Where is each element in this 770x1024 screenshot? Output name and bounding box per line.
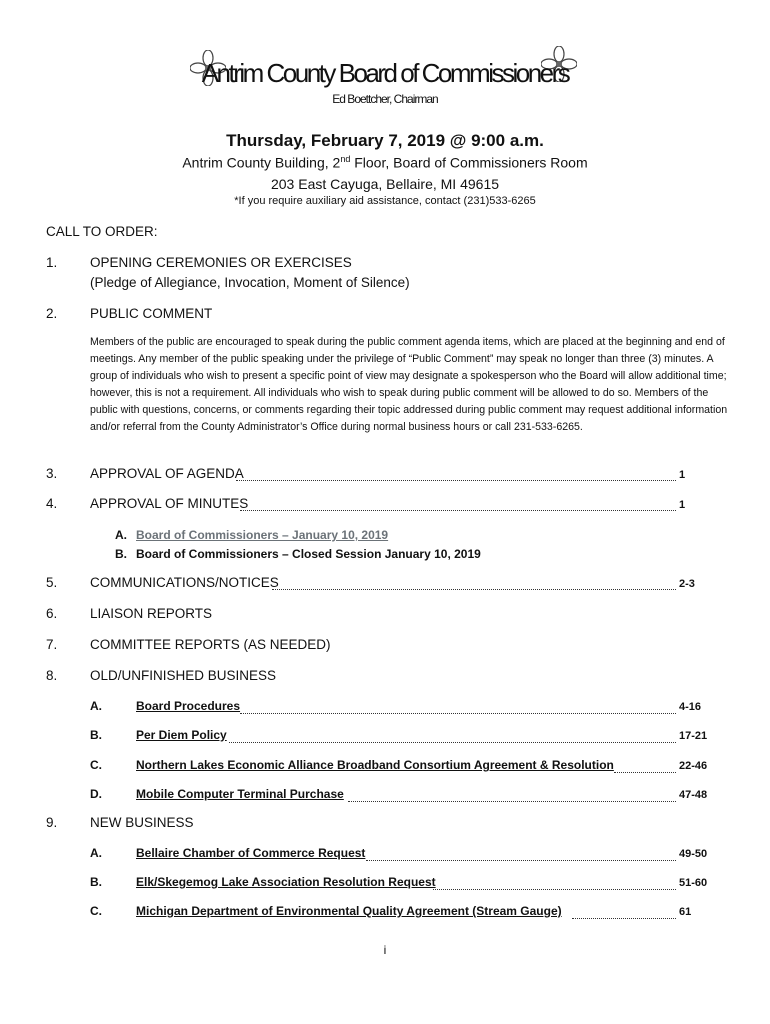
minutes-link-jan10[interactable]: Board of Commissioners – January 10, 2019	[136, 528, 389, 542]
item-label: APPROVAL OF MINUTES	[90, 496, 249, 511]
item-number: 8.	[46, 668, 58, 683]
item-number: 7.	[46, 637, 58, 652]
sub-item-label: Northern Lakes Economic Alliance Broadband Consortium Agreement & Resolution	[136, 758, 614, 772]
call-to-order: CALL TO ORDER:	[46, 224, 158, 239]
page-ref: 51-60	[679, 877, 708, 889]
item-label: APPROVAL OF AGENDA	[90, 466, 244, 481]
item-label: NEW BUSINESS	[90, 815, 194, 830]
sub-item-label: Michigan Department of Environmental Quality Agreement (Stream Gauge)	[136, 904, 562, 918]
dot-leader	[240, 713, 676, 714]
item-number: 6.	[46, 606, 58, 621]
page-ref: 1	[679, 499, 686, 511]
sub-item-label: Bellaire Chamber of Commerce Request	[136, 846, 366, 860]
sub-item-label: Mobile Computer Terminal Purchase	[136, 787, 344, 801]
meeting-address: 203 East Cayuga, Bellaire, MI 49615	[270, 176, 500, 192]
dot-leader	[366, 860, 676, 861]
item-number: 5.	[46, 575, 58, 590]
item-label: LIAISON REPORTS	[90, 606, 213, 621]
sub-item-letter: C.	[90, 904, 102, 918]
page-ref: 47-48	[679, 789, 708, 801]
item-subtext: (Pledge of Allegiance, Invocation, Moment of Silence)	[90, 275, 410, 290]
sub-item-letter: A.	[115, 528, 127, 542]
public-comment-paragraph: Members of the public are encouraged to speak during the public comment agenda items, which are placed at the beginning and end of meetings. Any member of the public speaking under the privilege of “Public Comment” may speak no longer than three (3) minutes. A group of individuals who wish to present a specific point of view may designate a spokesperson who the Board will allow additional time; however, this is not a requirement. All individuals who wish to speak during public comment will be allowed to do so. Members of the public with questions, concerns, or comments regarding their topic addressed during public comment may request additional information and/or referral from the County Administrator’s Office during normal business hours or call 231-533-6265.	[90, 336, 728, 434]
dot-leader	[572, 918, 676, 919]
page-ref: 4-16	[679, 701, 702, 713]
sub-item-letter: B.	[115, 547, 127, 561]
item-number: 3.	[46, 466, 58, 481]
item-label: PUBLIC COMMENT	[90, 306, 213, 321]
chairman-name: Ed Boettcher, Chairman	[332, 92, 438, 106]
item-number: 4.	[46, 496, 58, 511]
dot-leader	[272, 589, 676, 590]
item-number: 1.	[46, 255, 58, 270]
sub-item-letter: A.	[90, 699, 102, 713]
item-number: 9.	[46, 815, 58, 830]
meeting-date: Thursday, February 7, 2019 @ 9:00 a.m.	[226, 131, 544, 150]
sub-item-label: Per Diem Policy	[136, 728, 227, 742]
sub-item-letter: B.	[90, 875, 102, 889]
sub-item-letter: A.	[90, 846, 102, 860]
accessibility-note: *If you require auxiliary aid assistance, contact (231)533-6265	[234, 195, 536, 207]
page-ref: 49-50	[679, 848, 708, 860]
page-ref: 2-3	[679, 578, 695, 590]
dot-leader	[236, 480, 676, 481]
sub-item-letter: C.	[90, 758, 102, 772]
sub-item-letter: B.	[90, 728, 102, 742]
page-ref: 22-46	[679, 760, 708, 772]
dot-leader	[614, 772, 676, 773]
item-label: COMMITTEE REPORTS (AS NEEDED)	[90, 637, 331, 652]
sub-item-label: Elk/Skegemog Lake Association Resolution Request	[136, 875, 436, 889]
page-ref: 61	[679, 906, 692, 918]
page-number: i	[383, 943, 387, 957]
dot-leader	[229, 742, 676, 743]
item-label: COMMUNICATIONS/NOTICES	[90, 575, 279, 590]
sub-item-letter: D.	[90, 787, 102, 801]
dot-leader	[433, 889, 676, 890]
dot-leader	[348, 801, 676, 802]
page-ref: 1	[679, 469, 686, 481]
item-number: 2.	[46, 306, 58, 321]
meeting-location: Antrim County Building, 2nd Floor, Board of Commissioners Room	[182, 154, 588, 171]
dot-leader	[240, 510, 676, 511]
sub-item-label: Board Procedures	[136, 699, 241, 713]
sub-item-label: Board of Commissioners – Closed Session January 10, 2019	[136, 547, 481, 561]
item-label: OPENING CEREMONIES OR EXERCISES	[90, 255, 352, 270]
page-ref: 17-21	[679, 730, 708, 742]
item-label: OLD/UNFINISHED BUSINESS	[90, 668, 277, 683]
organization-title: Antrim County Board of Commissioners	[201, 58, 569, 88]
